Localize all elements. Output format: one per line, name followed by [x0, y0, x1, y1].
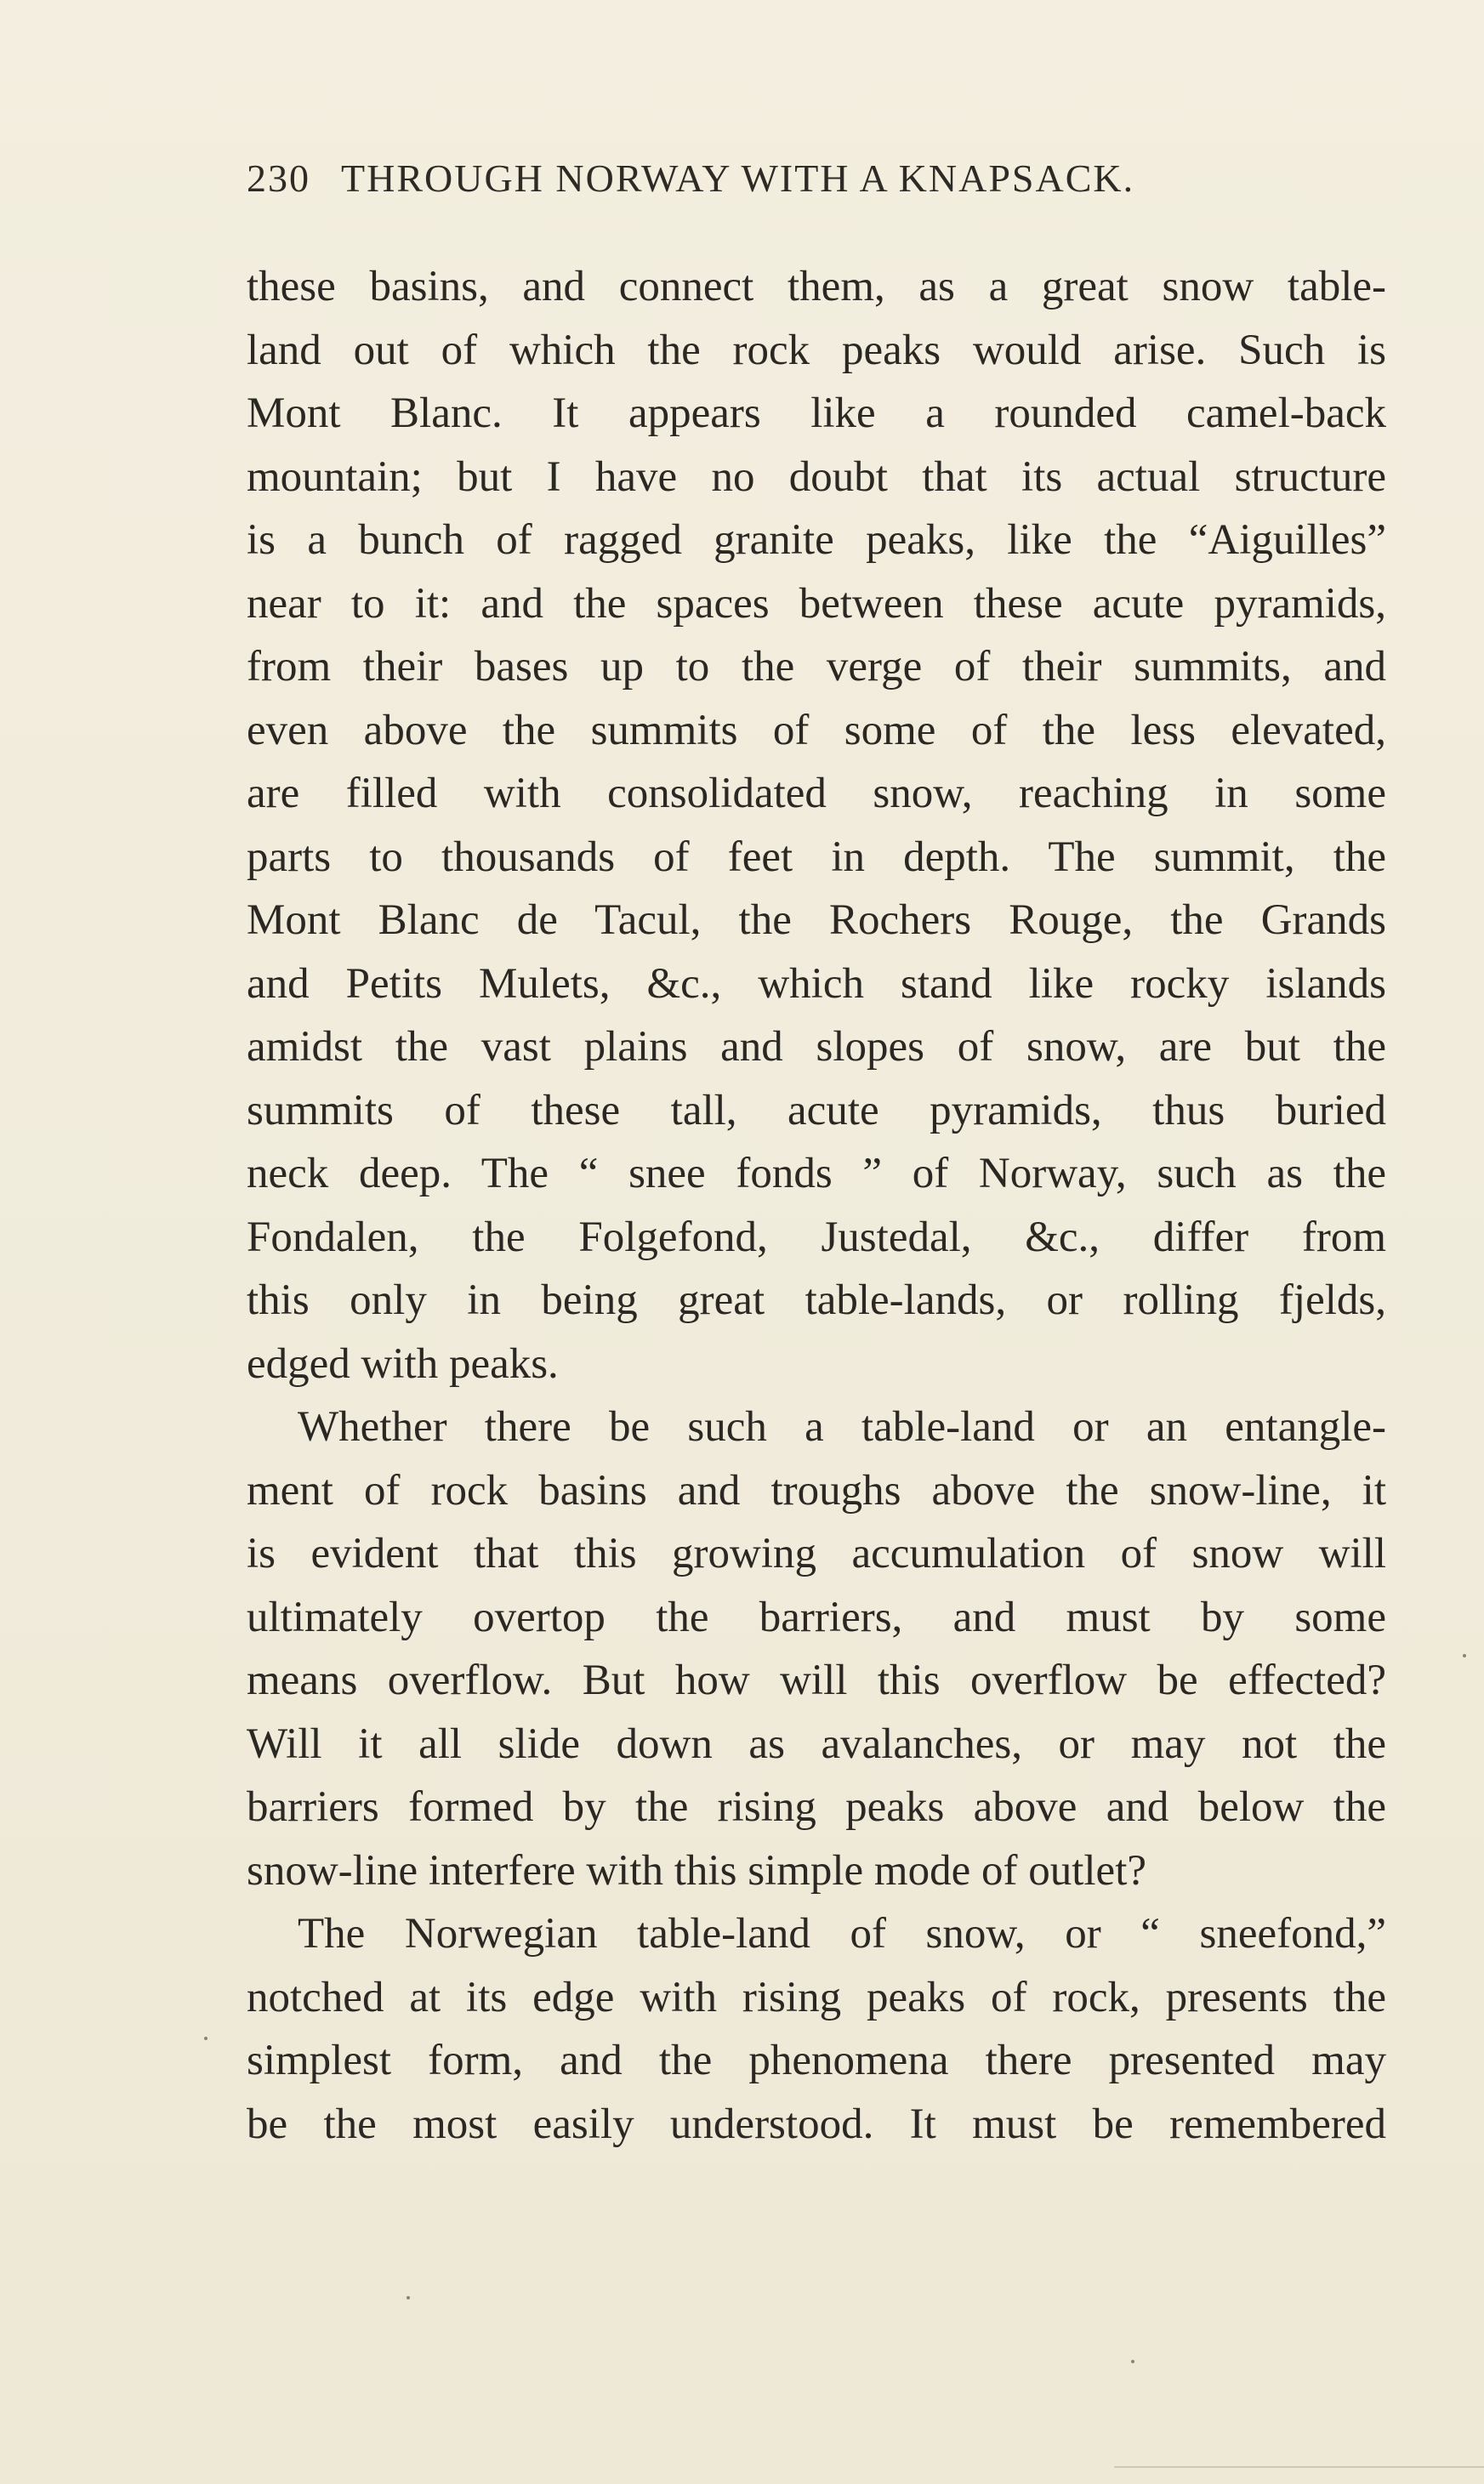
- text-line: means overflow. But how will this overflow be effected?: [247, 1657, 1386, 1704]
- text-line: simplest form, and the phenomena there presented may: [247, 2037, 1386, 2084]
- paragraph-start-line: The Norwegian table-land of snow, or “ sneefond,”: [298, 1910, 1386, 1958]
- text-line: from their bases up to the verge of their summits, and: [247, 643, 1386, 691]
- text-line: these basins, and connect them, as a great snow table-: [247, 263, 1386, 310]
- text-line: ment of rock basins and troughs above the snow-line, it: [247, 1466, 1386, 1515]
- text-line: is a bunch of ragged granite peaks, like the “Aiguilles”: [247, 516, 1386, 564]
- body-text: [247, 255, 1386, 2156]
- paper-speck: [407, 2296, 410, 2299]
- text-line: are filled with consolidated snow, reaching in some: [247, 770, 1386, 817]
- paragraph-start-line: Whether there be such a table-land or an entangle-: [298, 1403, 1386, 1451]
- text-line: Mont Blanc. It appears like a rounded camel-back: [247, 389, 1386, 437]
- text-line: snow-line interfere with this simple mode of outlet?: [247, 1846, 1147, 1895]
- text-line: parts to thousands of feet in depth. The summit, the: [247, 833, 1386, 881]
- page-edge-line: [1114, 2466, 1484, 2468]
- text-line: edged with peaks.: [247, 1339, 559, 1388]
- text-line: be the most easily understood. It must be remembered: [247, 2100, 1386, 2148]
- text-line: this only in being great table-lands, or rolling fjelds,: [247, 1276, 1386, 1324]
- paper-speck: [204, 2037, 208, 2040]
- text-line: amidst the vast plains and slopes of snow, are but the: [247, 1023, 1386, 1071]
- text-line: even above the summits of some of the less elevated,: [247, 706, 1386, 754]
- text-line: summits of these tall, acute pyramids, thus buried: [247, 1086, 1386, 1134]
- text-line: Fondalen, the Folgefond, Justedal, &c., differ from: [247, 1213, 1386, 1261]
- text-line: and Petits Mulets, &c., which stand like rocky islands: [247, 959, 1386, 1008]
- running-title: THROUGH NORWAY WITH A KNAPSACK.: [341, 156, 1135, 200]
- text-line: Mont Blanc de Tacul, the Rochers Rouge, the Grands: [247, 896, 1386, 944]
- text-line: notched at its edge with rising peaks of rock, presents the: [247, 1973, 1386, 2021]
- running-header: [247, 156, 1352, 215]
- text-line: mountain; but I have no doubt that its actual structure: [247, 452, 1386, 501]
- paper-speck: [1131, 2360, 1134, 2363]
- text-line: is evident that this growing accumulation of snow will: [247, 1530, 1386, 1577]
- paper-speck: [1463, 1654, 1466, 1657]
- text-line: near to it: and the spaces between these acute pyramids,: [247, 579, 1386, 628]
- text-line: Will it all slide down as avalanches, or may not the: [247, 1719, 1386, 1768]
- text-line: neck deep. The “ snee fonds ” of Norway, such as the: [247, 1150, 1386, 1197]
- text-line: land out of which the rock peaks would arise. Such is: [247, 326, 1386, 374]
- text-line: ultimately overtop the barriers, and must by some: [247, 1593, 1386, 1641]
- text-line: barriers formed by the rising peaks above and below the: [247, 1783, 1386, 1831]
- page-number: 230: [247, 156, 310, 200]
